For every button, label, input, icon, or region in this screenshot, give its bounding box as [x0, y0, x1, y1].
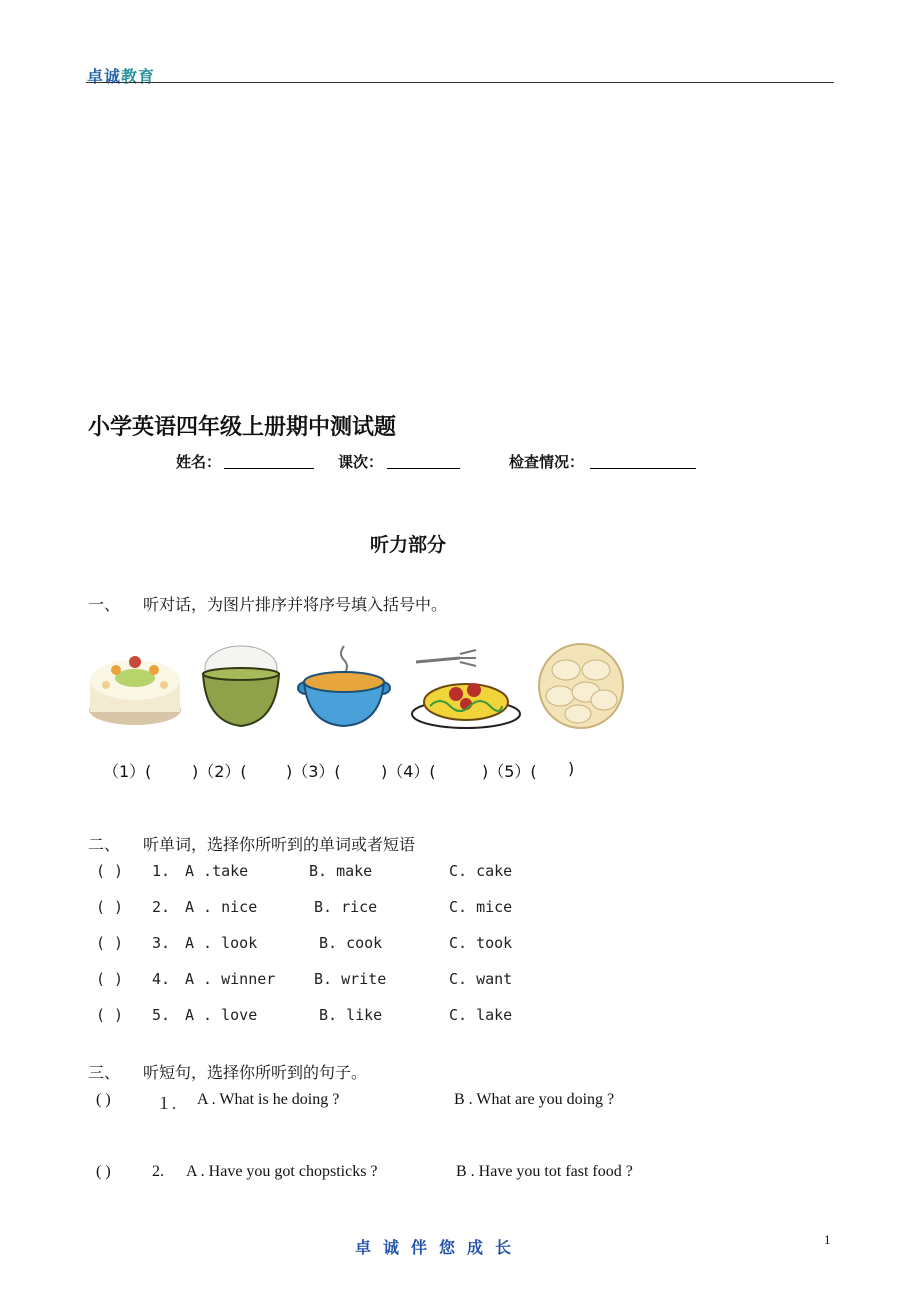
- check-label: 检查情况：: [509, 453, 585, 471]
- option-a: A .take: [185, 862, 249, 880]
- header-divider: [86, 82, 834, 83]
- part3-number: 三、: [88, 1063, 121, 1082]
- noodles-icon: [410, 640, 522, 732]
- option-b: B. make: [309, 862, 373, 880]
- rice-bowl-icon: [200, 640, 282, 730]
- picture-answer-2[interactable]: )（2）(: [192, 762, 247, 781]
- soup-bowl-icon: [296, 640, 392, 730]
- dumplings-icon: [538, 640, 624, 732]
- answer-paren[interactable]: ( ): [96, 862, 124, 880]
- picture-answer-1[interactable]: （1）(: [103, 762, 152, 781]
- answer-paren[interactable]: ( ): [96, 1006, 124, 1024]
- option-a: A . What is he doing ?: [197, 1091, 340, 1108]
- lesson-label: 课次：: [338, 453, 384, 471]
- section-title: 听力部分: [370, 534, 447, 556]
- option-b: B. cook: [319, 934, 383, 952]
- page-title: 小学英语四年级上册期中测试题: [88, 415, 397, 440]
- option-c: C. cake: [449, 862, 513, 880]
- option-c: C. want: [449, 970, 513, 988]
- picture-answer-close: ): [568, 759, 575, 778]
- footer-slogan: 卓诚伴您成长: [355, 1238, 524, 1257]
- answer-paren[interactable]: ( ): [96, 934, 124, 952]
- lesson-blank[interactable]: [387, 468, 460, 469]
- option-c: C. took: [449, 934, 513, 952]
- name-blank[interactable]: [224, 468, 314, 469]
- question-number: 5.: [152, 1006, 171, 1024]
- part1-heading: 听对话，为图片排序并将序号填入括号中。: [143, 595, 448, 614]
- check-blank[interactable]: [590, 468, 696, 469]
- part3-heading: 听短句，选择你所听到的句子。: [143, 1063, 368, 1082]
- option-c: C. lake: [449, 1006, 513, 1024]
- picture-answer-5[interactable]: )（5）(: [482, 762, 537, 781]
- option-a: A . Have you got chopsticks ?: [186, 1163, 378, 1180]
- cake-icon: [86, 640, 184, 732]
- option-b: B. like: [319, 1006, 383, 1024]
- question-number: 2.: [152, 898, 171, 916]
- option-b: B. write: [314, 970, 387, 988]
- answer-paren[interactable]: ( ): [96, 1091, 111, 1108]
- question-number: 1.: [152, 862, 171, 880]
- answer-paren[interactable]: ( ): [96, 1163, 111, 1180]
- part2-number: 二、: [88, 835, 121, 854]
- picture-answer-4[interactable]: )（4）(: [381, 762, 436, 781]
- answer-paren[interactable]: ( ): [96, 898, 124, 916]
- option-b: B . What are you doing ?: [454, 1091, 615, 1108]
- page-number: 1: [824, 1232, 831, 1247]
- option-b: B. rice: [314, 898, 378, 916]
- option-a: A . winner: [185, 970, 276, 988]
- question-number: 2.: [152, 1163, 164, 1180]
- brand-logo: 卓诚教育: [87, 67, 156, 86]
- answer-paren[interactable]: ( ): [96, 970, 124, 988]
- option-a: A . love: [185, 1006, 258, 1024]
- option-a: A . look: [185, 934, 258, 952]
- question-number: 3.: [152, 934, 171, 952]
- part1-number: 一、: [88, 595, 121, 614]
- question-number: 4.: [152, 970, 171, 988]
- option-c: C. mice: [449, 898, 513, 916]
- question-number: １.: [156, 1096, 177, 1113]
- option-b: B . Have you tot fast food ?: [456, 1163, 633, 1180]
- option-a: A . nice: [185, 898, 258, 916]
- picture-answer-3[interactable]: )（3）(: [286, 762, 341, 781]
- part2-heading: 听单词，选择你所听到的单词或者短语: [143, 835, 416, 854]
- name-label: 姓名：: [176, 453, 222, 471]
